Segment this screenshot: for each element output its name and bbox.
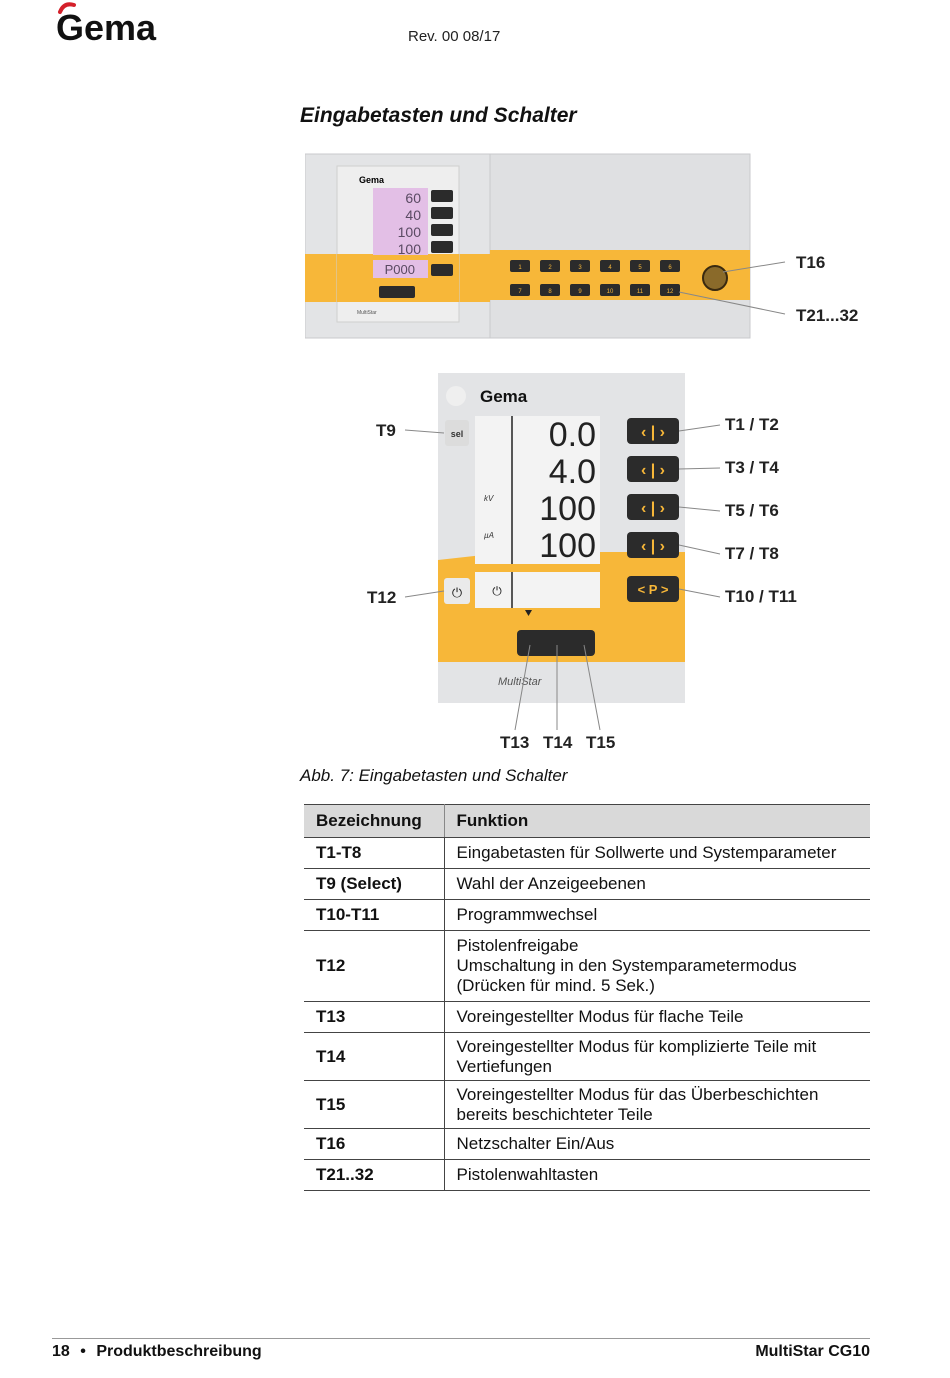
gun-key-4: 4 — [608, 265, 612, 271]
gun-key-11: 11 — [636, 289, 644, 295]
callout-t10-t11: T10 / T11 — [725, 587, 797, 606]
function-table — [304, 804, 870, 1191]
page-number: 18 — [52, 1343, 70, 1360]
callout-t21-32: T21...32 — [796, 306, 859, 325]
device-overview-figure — [305, 152, 875, 342]
table-row: T1-T8 Eingabetasten für Sollwerte und Systemparameter — [304, 838, 870, 869]
footer-bullet: • — [80, 1343, 86, 1360]
table-row: T12 Pistolenfreigabe Umschaltung in den Systemparametermodus (Drücken für mind. 5 Sek.) — [304, 931, 870, 1002]
figure-caption: Abb. 7: Eingabetasten und Schalter — [300, 766, 568, 785]
mini-brand: Gema — [359, 175, 385, 185]
table-row: T10-T11 Programmwechsel — [304, 900, 870, 931]
sel-key-label: sel — [450, 429, 464, 439]
callout-t14: T14 — [543, 733, 573, 752]
gun-key-5: 5 — [638, 265, 642, 271]
footer-product: MultiStar CG10 — [755, 1343, 870, 1360]
gun-key-9: 9 — [578, 289, 582, 295]
callout-t12: T12 — [367, 588, 397, 607]
table-row: T15 Voreingestellter Modus für das Überbeschichten bereits beschichteter Teile — [304, 1081, 870, 1129]
revision-label: Rev. 00 08/17 — [408, 28, 501, 45]
panel-indicator — [446, 386, 466, 406]
gun-key-10: 10 — [606, 289, 614, 295]
gun-key-12: 12 — [666, 289, 674, 295]
table-row: T14 Voreingestellter Modus für komplizierte Teile mit Vertiefungen — [304, 1033, 870, 1081]
gun-key-2: 2 — [548, 265, 552, 271]
gema-logo — [52, 2, 172, 46]
callout-t5-t6: T5 / T6 — [725, 501, 779, 520]
param-label-kv: kV — [484, 494, 494, 503]
section-title: Eingabetasten und Schalter — [300, 104, 577, 127]
svg-text:‹ | ›: ‹ | › — [640, 538, 666, 555]
mini-value-4: 100 — [397, 241, 421, 257]
svg-text:‹ | ›: ‹ | › — [640, 500, 666, 517]
gun-selector-panel — [490, 154, 750, 338]
callout-t16: T16 — [796, 253, 826, 272]
mini-value-1: 60 — [405, 190, 421, 206]
power-switch-knob — [703, 266, 727, 290]
gun-key-1: 1 — [518, 265, 522, 271]
callout-t1-t2: T1 / T2 — [725, 415, 779, 434]
param-label-ua: µA — [484, 531, 494, 540]
display-value-4: 100 — [539, 527, 596, 565]
callout-t3-t4: T3 / T4 — [725, 458, 779, 477]
mini-model: MultiStar — [357, 310, 377, 316]
mini-value-2: 40 — [405, 207, 421, 223]
svg-text:‹ | ›: ‹ | › — [640, 424, 666, 441]
footer-section: Produktbeschreibung — [96, 1343, 262, 1360]
panel-brand: Gema — [480, 387, 528, 406]
panel-model: MultiStar — [498, 676, 542, 688]
footer-divider — [52, 1338, 870, 1339]
table-row: T9 (Select) Wahl der Anzeigeebenen — [304, 869, 870, 900]
table-header-code: Bezeichnung — [304, 805, 444, 838]
gun-key-3: 3 — [578, 265, 582, 271]
mini-value-3: 100 — [397, 224, 421, 240]
program-key-label: < P > — [637, 582, 669, 597]
display-value-3: 100 — [539, 490, 596, 528]
mini-program-value: P000 — [384, 262, 415, 277]
control-panel-figure — [360, 370, 800, 760]
display-value-2: 4.0 — [548, 453, 596, 491]
footer-left — [52, 1343, 262, 1361]
gun-key-8: 8 — [548, 289, 552, 295]
logo-text: Gema — [56, 7, 157, 46]
callout-t9: T9 — [376, 421, 396, 440]
table-row: T13 Voreingestellter Modus für flache Teile — [304, 1002, 870, 1033]
display-value-1: 0.0 — [548, 416, 596, 454]
table-header-function: Funktion — [444, 805, 870, 838]
gun-key-6: 6 — [668, 265, 672, 271]
callout-t13: T13 — [500, 733, 530, 752]
table-row: T16 Netzschalter Ein/Aus — [304, 1129, 870, 1160]
callout-t7-t8: T7 / T8 — [725, 544, 779, 563]
gun-key-7: 7 — [518, 289, 522, 295]
power-icon: ⏻ — [451, 585, 463, 600]
svg-text:‹ | ›: ‹ | › — [640, 462, 666, 479]
program-power-icon: ⏻ — [492, 584, 502, 598]
table-row: T21..32 Pistolenwahltasten — [304, 1160, 870, 1191]
callout-t15: T15 — [586, 733, 616, 752]
